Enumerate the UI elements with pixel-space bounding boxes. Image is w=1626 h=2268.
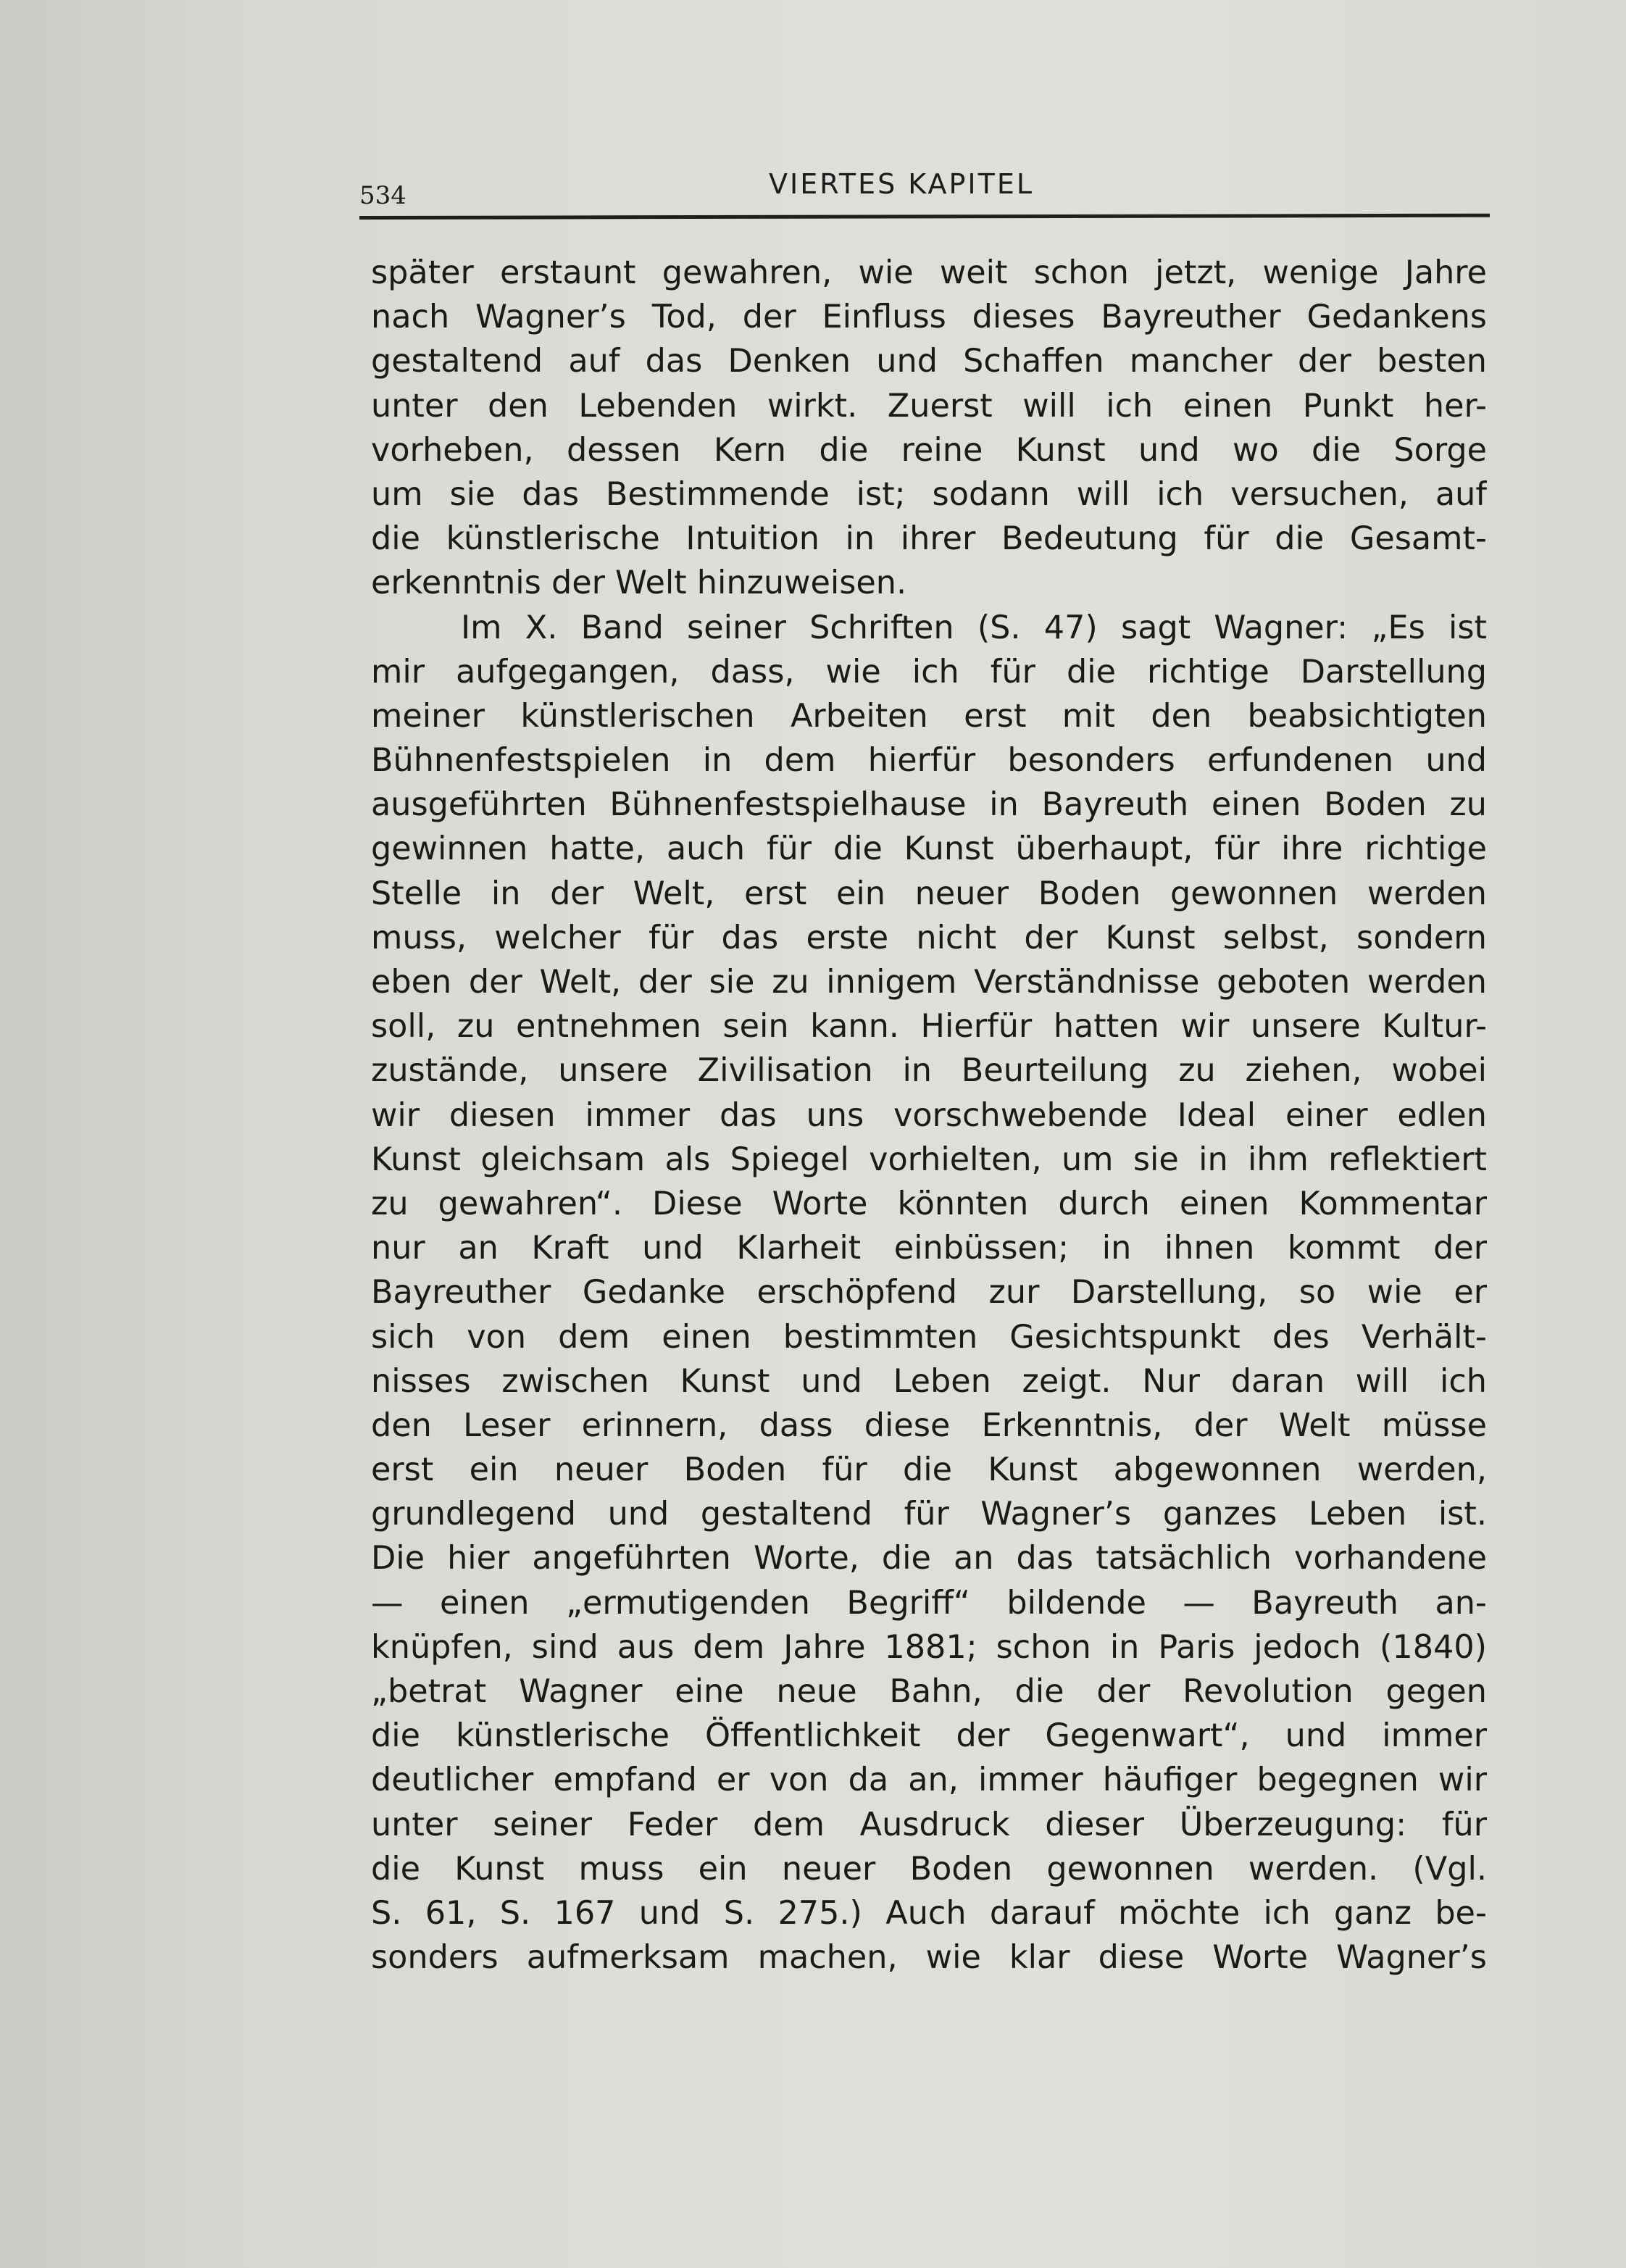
text-line: — einen „ermutigenden Begriff“ bildende — Bayreuth an- [371, 1584, 1487, 1622]
text-line: knüpfen, sind aus dem Jahre 1881; schon in Paris jedoch (1840) [371, 1628, 1487, 1666]
text-line: die künstlerische Intuition in ihrer Bedeutung für die Gesamt- [371, 520, 1487, 558]
text-line: nach Wagner’s Tod, der Einfluss dieses Bayreuther Gedankens [371, 299, 1487, 336]
text-line: unter den Lebenden wirkt. Zuerst will ich einen Punkt her- [371, 387, 1487, 425]
text-line: gewinnen hatte, auch für die Kunst überhaupt, für ihre richtige [371, 830, 1487, 868]
page-number: 534 [359, 181, 406, 210]
text-line: Stelle in der Welt, erst ein neuer Boden gewonnen werden [371, 875, 1487, 912]
text-line: ausgeführten Bühnenfestspielhause in Bayreuth einen Boden zu [371, 786, 1487, 824]
text-line: zustände, unsere Zivilisation in Beurteilung zu ziehen, wobei [371, 1052, 1487, 1090]
text-line: vorheben, dessen Kern die reine Kunst und wo die Sorge [371, 431, 1487, 469]
body-text [371, 251, 1487, 1980]
text-line: nur an Kraft und Klarheit einbüssen; in ihnen kommt der [371, 1230, 1487, 1267]
text-line: zu gewahren“. Diese Worte könnten durch einen Kommentar [371, 1185, 1487, 1222]
text-line: sonders aufmerksam machen, wie klar diese Worte Wagner’s [371, 1939, 1487, 1977]
text-line: S. 61, S. 167 und S. 275.) Auch darauf möchte ich ganz be- [371, 1894, 1487, 1932]
text-line: nisses zwischen Kunst und Leben zeigt. Nur daran will ich [371, 1362, 1487, 1400]
text-line: „betrat Wagner eine neue Bahn, die der Revolution gegen [371, 1673, 1487, 1710]
text-line: Kunst gleichsam als Spiegel vorhielten, um sie in ihm reflektiert [371, 1141, 1487, 1178]
text-line: wir diesen immer das uns vorschwebende Ideal einer edlen [371, 1096, 1487, 1134]
text-line: Bayreuther Gedanke erschöpfend zur Darstellung, so wie er [371, 1274, 1487, 1312]
page-header [359, 165, 1487, 212]
text-line: um sie das Bestimmende ist; sodann will ich versuchen, auf [371, 475, 1487, 513]
text-line: grundlegend und gestaltend für Wagner’s ganzes Leben ist. [371, 1496, 1487, 1533]
text-line: erkenntnis der Welt hinzuweisen. [371, 564, 907, 602]
text-line: den Leser erinnern, dass diese Erkenntnis, der Welt müsse [371, 1406, 1487, 1444]
text-line: die Kunst muss ein neuer Boden gewonnen werden. (Vgl. [371, 1850, 1487, 1888]
text-line: erst ein neuer Boden für die Kunst abgewonnen werden, [371, 1451, 1487, 1489]
text-line: die künstlerische Öffentlichkeit der Gegenwart“, und immer [371, 1717, 1487, 1755]
paragraph-start-line: Im X. Band seiner Schriften (S. 47) sagt Wagner: „Es ist [461, 609, 1487, 646]
text-line: mir aufgegangen, dass, wie ich für die richtige Darstellung [371, 653, 1487, 691]
running-head: VIERTES KAPITEL [769, 168, 1035, 200]
text-line: unter seiner Feder dem Ausdruck dieser Überzeugung: für [371, 1806, 1487, 1843]
text-line: sich von dem einen bestimmten Gesichtspunkt des Verhält- [371, 1318, 1487, 1356]
text-line: muss, welcher für das erste nicht der Kunst selbst, sondern [371, 919, 1487, 956]
text-line: meiner künstlerischen Arbeiten erst mit den beabsichtigten [371, 697, 1487, 735]
text-line: eben der Welt, der sie zu innigem Verständnisse geboten werden [371, 964, 1487, 1001]
header-rule [359, 214, 1490, 220]
text-line: Bühnenfestspielen in dem hierfür besonders erfundenen und [371, 742, 1487, 780]
text-line: deutlicher empfand er von da an, immer häufiger begegnen wir [371, 1762, 1487, 1799]
text-line: später erstaunt gewahren, wie weit schon jetzt, wenige Jahre [371, 254, 1487, 291]
text-line: Die hier angeführten Worte, die an das tatsächlich vorhandene [371, 1540, 1487, 1577]
text-line: soll, zu entnehmen sein kann. Hierfür hatten wir unsere Kultur- [371, 1008, 1487, 1046]
text-line: gestaltend auf das Denken und Schaffen mancher der besten [371, 343, 1487, 380]
